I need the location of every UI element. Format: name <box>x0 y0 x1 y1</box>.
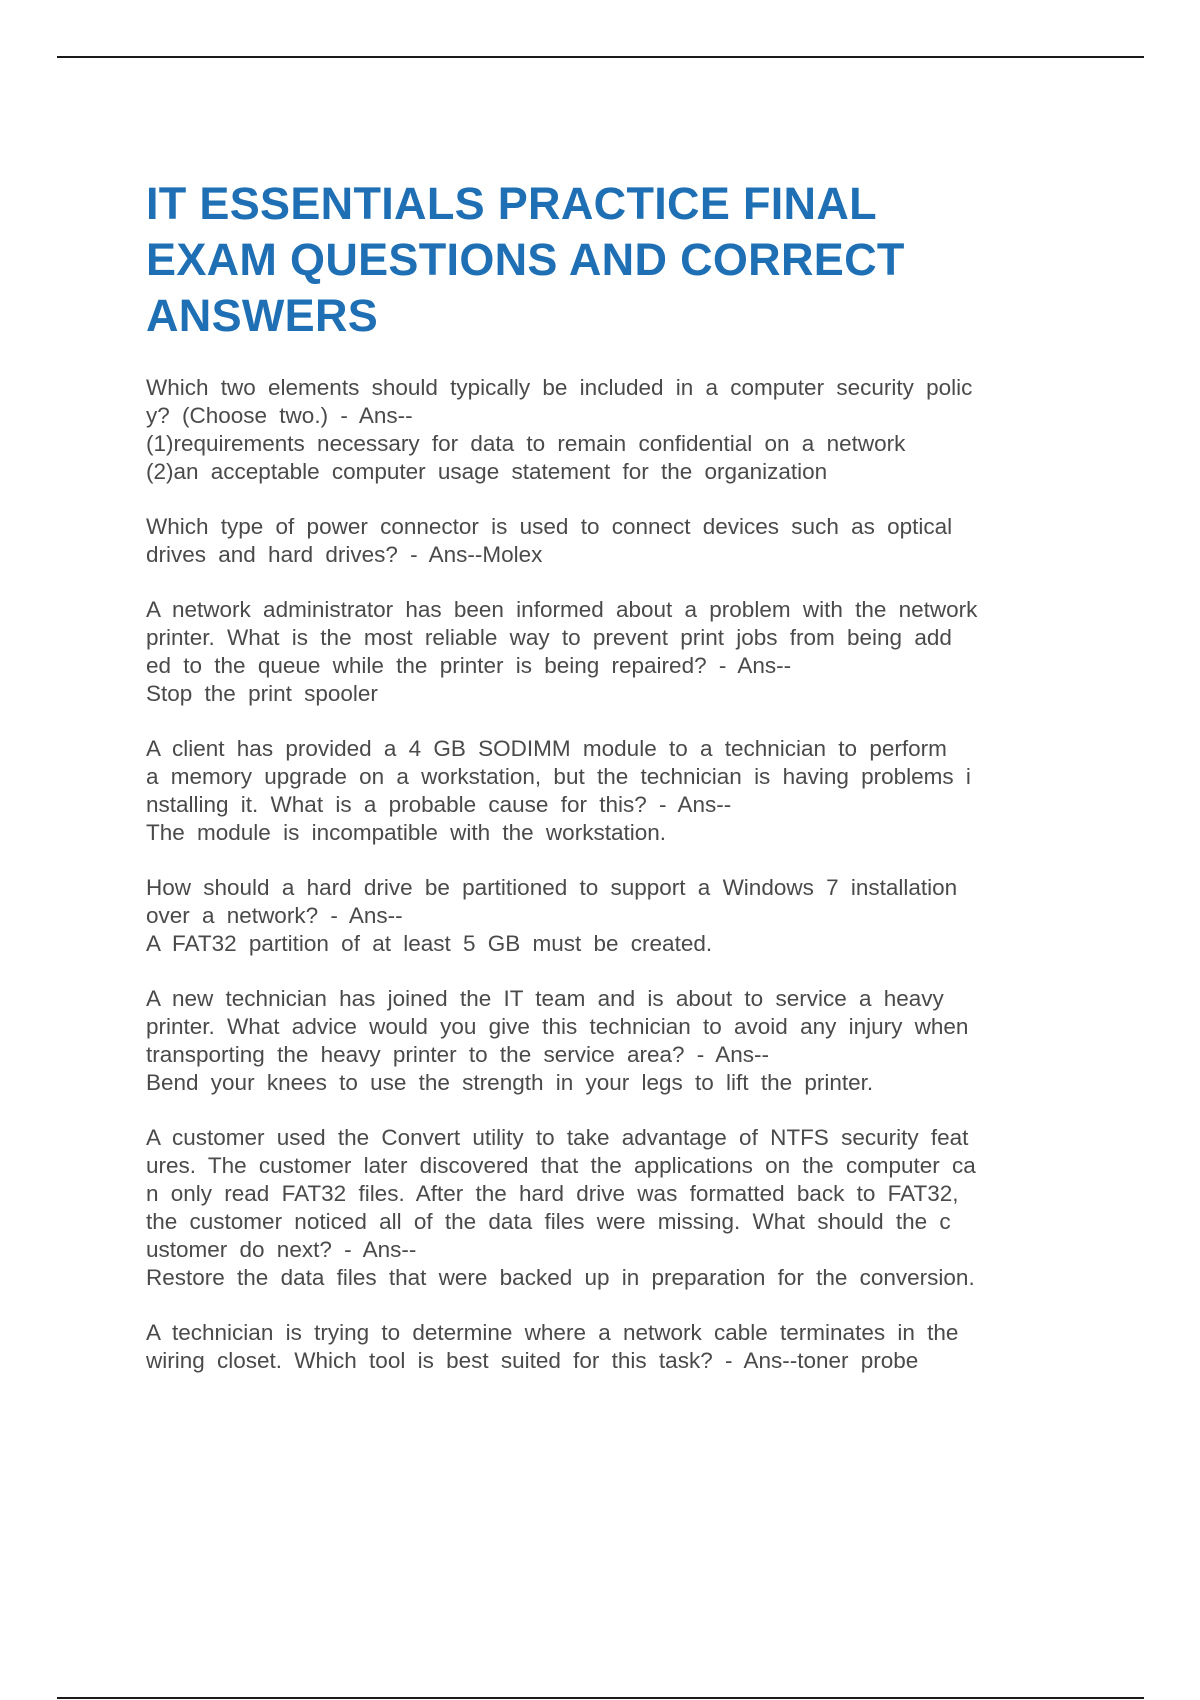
qa-line: n only read FAT32 files. After the hard drive was formatted back to FAT32, <box>146 1181 959 1206</box>
qa-block <box>146 596 1086 708</box>
qa-line: A FAT32 partition of at least 5 GB must be created. <box>146 931 713 956</box>
qa-block <box>146 513 1086 569</box>
header-rule <box>57 56 1144 58</box>
qa-block <box>146 735 1086 847</box>
qa-line: drives and hard drives? - Ans--Molex <box>146 542 543 567</box>
qa-block <box>146 1124 1086 1292</box>
footer-rule <box>57 1697 1144 1699</box>
qa-block <box>146 374 1086 486</box>
qa-line: A network administrator has been informed about a problem with the network <box>146 597 978 622</box>
qa-line: A new technician has joined the IT team and is about to service a heavy <box>146 986 944 1011</box>
qa-line: y? (Choose two.) - Ans-- <box>146 403 413 428</box>
document-body <box>146 176 1086 1402</box>
title-line: EXAM QUESTIONS AND CORRECT <box>146 234 905 285</box>
qa-line: A customer used the Convert utility to take advantage of NTFS security feat <box>146 1125 969 1150</box>
qa-line: How should a hard drive be partitioned to support a Windows 7 installation <box>146 875 958 900</box>
qa-block <box>146 1319 1086 1375</box>
qa-line: wiring closet. Which tool is best suited for this task? - Ans--toner probe <box>146 1348 919 1373</box>
qa-line: printer. What advice would you give this technician to avoid any injury when <box>146 1014 969 1039</box>
document-title <box>146 176 1086 344</box>
qa-line: transporting the heavy printer to the service area? - Ans-- <box>146 1042 770 1067</box>
qa-line: A technician is trying to determine where a network cable terminates in the <box>146 1320 959 1345</box>
qa-line: ures. The customer later discovered that the applications on the computer ca <box>146 1153 976 1178</box>
qa-line: A client has provided a 4 GB SODIMM module to a technician to perform <box>146 736 947 761</box>
qa-line: a memory upgrade on a workstation, but the technician is having problems i <box>146 764 971 789</box>
qa-line: the customer noticed all of the data files were missing. What should the c <box>146 1209 951 1234</box>
qa-line: over a network? - Ans-- <box>146 903 403 928</box>
title-line: ANSWERS <box>146 290 379 341</box>
qa-line: ed to the queue while the printer is being repaired? - Ans-- <box>146 653 792 678</box>
qa-line: Bend your knees to use the strength in your legs to lift the printer. <box>146 1070 874 1095</box>
title-line: IT ESSENTIALS PRACTICE FINAL <box>146 178 877 229</box>
qa-line: Which two elements should typically be included in a computer security polic <box>146 375 973 400</box>
qa-line: (2)an acceptable computer usage statement for the organization <box>146 459 828 484</box>
qa-line: (1)requirements necessary for data to remain confidential on a network <box>146 431 906 456</box>
qa-line: printer. What is the most reliable way to prevent print jobs from being add <box>146 625 952 650</box>
qa-line: Stop the print spooler <box>146 681 378 706</box>
qa-line: nstalling it. What is a probable cause for this? - Ans-- <box>146 792 732 817</box>
qa-line: Which type of power connector is used to connect devices such as optical <box>146 514 953 539</box>
qa-line: Restore the data files that were backed up in preparation for the conversion. <box>146 1265 975 1290</box>
qa-block <box>146 874 1086 958</box>
qa-line: The module is incompatible with the workstation. <box>146 820 666 845</box>
qa-block <box>146 985 1086 1097</box>
qa-line: ustomer do next? - Ans-- <box>146 1237 417 1262</box>
